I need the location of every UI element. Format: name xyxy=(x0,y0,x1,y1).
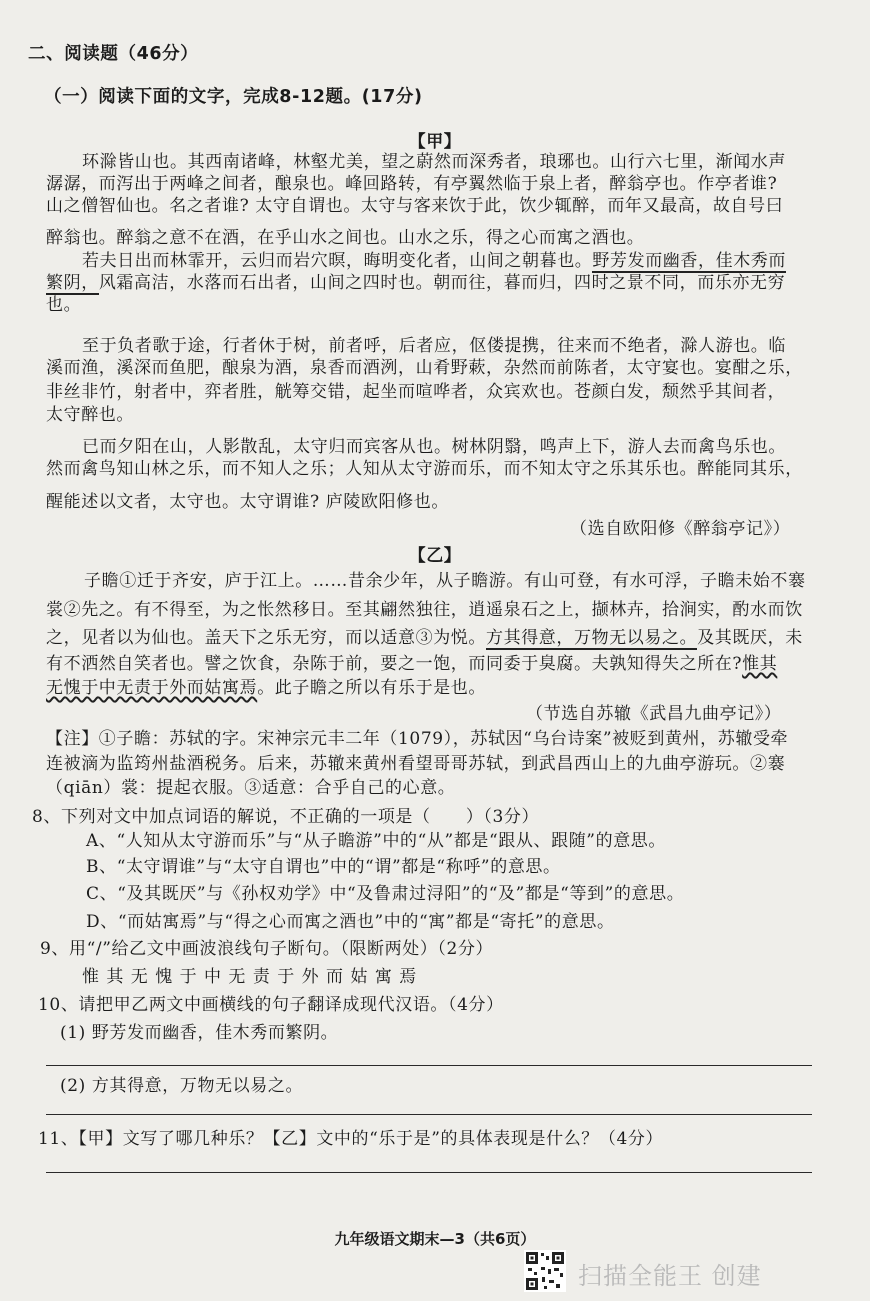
q8-option-d: D、“而姑寓焉”与“得之心而寓之酒也”中的“寓”都是“寄托”的意思。 xyxy=(86,912,615,932)
q9-sentence: 惟 其 无 愧 于 中 无 责 于 外 而 姑 寓 焉 xyxy=(82,967,418,987)
jia-line-14: 醒能述以文者，太守也。太守谓谁? 庐陵欧阳修也。 xyxy=(46,492,449,512)
yi-line-5-text: 。此子瞻之所以有乐于是也。 xyxy=(257,678,487,698)
jia-underlined-sentence-part2: 繁阴， xyxy=(46,273,99,293)
jia-line-5-text: 若夫日出而林霏开，云归而岩穴暝，晦明变化者，山间之朝暮也。 xyxy=(82,251,593,271)
note-line-1: 【注】①子瞻：苏轼的字。宋神宗元丰二年（1079），苏轼因“乌台诗案”被贬到黄州，苏辙受牵 xyxy=(46,729,789,749)
jia-label: 【甲】 xyxy=(408,132,462,152)
subsection-title: （一）阅读下面的文字，完成8-12题。(17分) xyxy=(44,87,423,107)
yi-label: 【乙】 xyxy=(408,546,462,566)
yi-line-2: 裳②先之。有不得至，为之怅然移日。至其翩然独往，逍遥泉石之上，撷林卉，拾涧实，酌水而饮 xyxy=(46,600,803,620)
q8-option-b: B、“太守谓谁”与“太守自谓也”中的“谓”都是“称呼”的意思。 xyxy=(86,857,561,877)
q10-stem: 10、请把甲乙两文中画横线的句子翻译成现代汉语。（4分） xyxy=(38,995,504,1015)
yi-line-4-text: 有不洒然自笑者也。譬之饮食，杂陈于前，要之一饱，而同委于臭腐。夫孰知得失之所在? xyxy=(46,654,743,674)
yi-source: （节选自苏辙《武昌九曲亭记》） xyxy=(526,704,782,724)
yi-line-5 xyxy=(46,677,486,699)
yi-wavy-sentence-part1: 惟其 xyxy=(742,654,778,674)
yi-line-4 xyxy=(46,653,777,675)
yi-line-1: 子瞻①迁于齐安，庐于江上。……昔余少年，从子瞻游。有山可登，有水可浮，子瞻未始不褰 xyxy=(84,571,806,591)
jia-line-12: 已而夕阳在山，人影散乱，太守归而宾客从也。树林阴翳，鸣声上下，游人去而禽鸟乐也。 xyxy=(82,437,786,457)
yi-underlined-sentence: 方其得意，万物无以易之。 xyxy=(486,628,698,648)
jia-line-6-text: 风霜高洁，水落而石出者，山间之四时也。朝而往，暮而归，四时之景不同，而乐亦无穷 xyxy=(98,273,786,293)
answer-line-1 xyxy=(46,1065,812,1066)
jia-line-6 xyxy=(46,272,785,294)
jia-source: （选自欧阳修《醉翁亭记》） xyxy=(570,519,791,539)
q10-item-1: (1) 野芳发而幽香，佳木秀而繁阴。 xyxy=(60,1023,339,1043)
note-line-2: 连被滴为监筠州盐酒税务。后来，苏辙来黄州看望哥哥苏轼，到武昌西山上的九曲亭游玩。②褰 xyxy=(46,754,786,774)
jia-line-8: 至于负者歌于途，行者休于树，前者呼，后者应，伛偻提携，往来而不绝者，滁人游也。临 xyxy=(82,336,786,356)
jia-line-5 xyxy=(82,250,786,272)
jia-line-7: 也。 xyxy=(46,295,82,315)
answer-line-2 xyxy=(46,1114,812,1115)
yi-line-3-text: 之，见者以为仙也。盖天下之乐无穷，而以适意③为悦。 xyxy=(46,628,486,648)
jia-line-13: 然而禽鸟知山林之乐，而不知人之乐；人知从太守游而乐，而不知太守之乐其乐也。醉能同其乐， xyxy=(46,459,803,479)
scanner-watermark: 扫描全能王 创建 xyxy=(578,1262,762,1290)
jia-line-2: 潺潺，而泻出于两峰之间者，酿泉也。峰回路转，有亭翼然临于泉上者，醉翁亭也。作亭者谁? xyxy=(46,174,778,194)
q10-item-2: (2) 方其得意，万物无以易之。 xyxy=(60,1076,304,1096)
jia-line-11: 太守醉也。 xyxy=(46,405,134,425)
section-title: 二、阅读题（46分） xyxy=(28,44,199,64)
jia-line-10: 非丝非竹，射者中，弈者胜，觥筹交错，起坐而喧哗者，众宾欢也。苍颜白发，颓然乎其间者， xyxy=(46,382,786,402)
yi-line-3-tail: 及其既厌，未 xyxy=(697,628,803,648)
yi-wavy-sentence-part2: 无愧于中无责于外而姑寓焉 xyxy=(46,678,258,698)
jia-line-9: 溪而渔，溪深而鱼肥，酿泉为酒，泉香而酒洌，山肴野蔌，杂然而前陈者，太守宴也。宴酣之乐， xyxy=(46,358,803,378)
page-footer: 九年级语文期末—3（共6页） xyxy=(334,1230,536,1248)
answer-line-3 xyxy=(46,1172,812,1173)
q9-stem: 9、用“/”给乙文中画波浪线句子断句。（限断两处）（2分） xyxy=(40,939,494,959)
q11-stem: 11、【甲】文写了哪几种乐？【乙】文中的“乐于是”的具体表现是什么？（4分） xyxy=(38,1129,664,1149)
qr-code-icon xyxy=(524,1250,566,1292)
jia-line-1: 环滁皆山也。其西南诸峰，林壑尤美，望之蔚然而深秀者，琅琊也。山行六七里，渐闻水声 xyxy=(82,152,786,172)
q8-option-a: A、“人知从太守游而乐”与“从子瞻游”中的“从”都是“跟从、跟随”的意思。 xyxy=(86,831,667,851)
note-line-3: （qiān）裳：提起衣服。③适意：合乎自己的心意。 xyxy=(46,778,456,798)
q8-stem: 8、下列对文中加点词语的解说，不正确的一项是（ ）（3分） xyxy=(32,807,540,827)
yi-line-3 xyxy=(46,627,803,649)
jia-line-3: 山之僧智仙也。名之者谁? 太守自谓也。太守与客来饮于此，饮少辄醉，而年又最高，故自号曰 xyxy=(46,196,784,216)
jia-line-4: 醉翁也。醉翁之意不在酒，在乎山水之间也。山水之乐，得之心而寓之酒也。 xyxy=(46,228,645,248)
jia-underlined-sentence-part1: 野芳发而幽香，佳木秀而 xyxy=(592,251,787,271)
q8-option-c: C、“及其既厌”与《孙权劝学》中“及鲁肃过浔阳”的“及”都是“等到”的意思。 xyxy=(86,884,685,904)
